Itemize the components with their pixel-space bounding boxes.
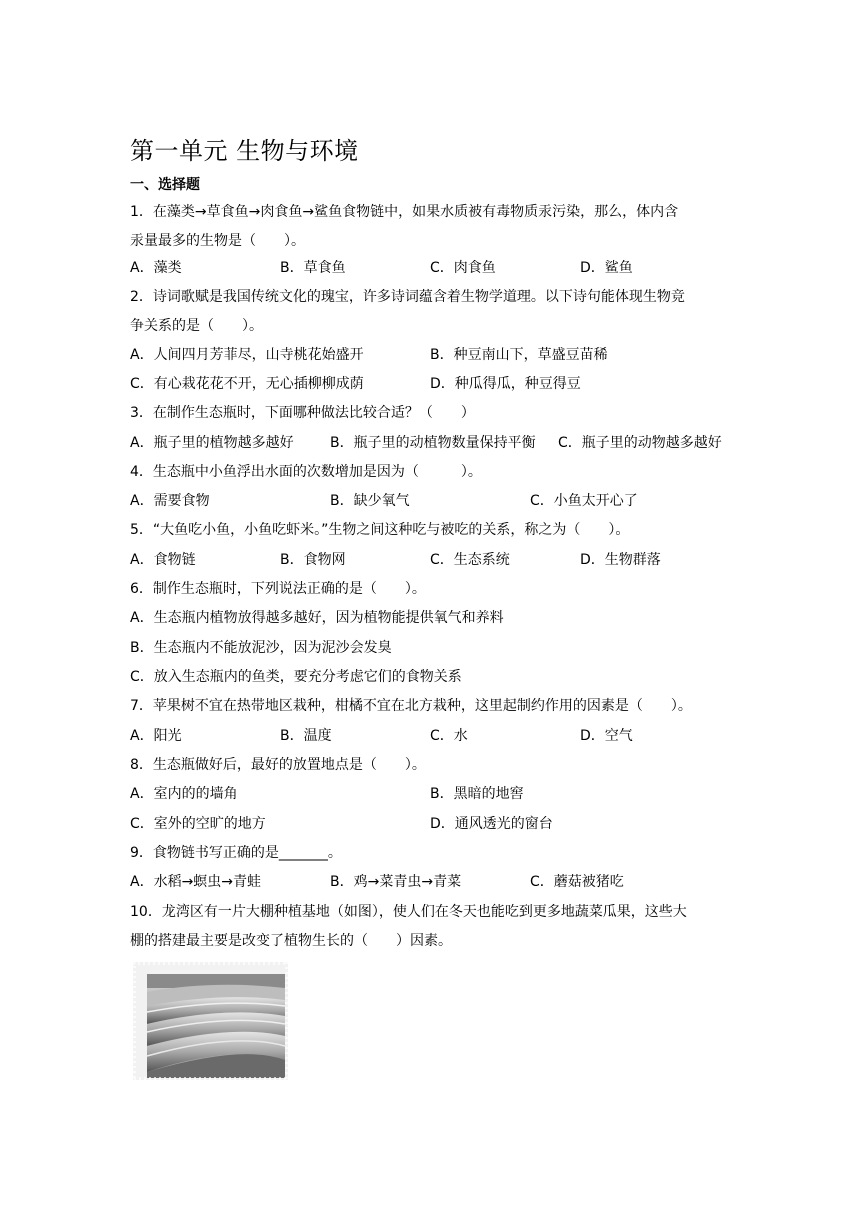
question-5-line-1: 5．“大鱼吃小鱼，小鱼吃虾米。”生物之间这种吃与被吃的关系，称之为（ ）。 (130, 522, 630, 538)
question-5-option-d: D．生物群落 (580, 552, 661, 568)
question-6-option-a: A．生态瓶内植物放得越多越好，因为植物能提供氧气和养料 (130, 610, 504, 626)
question-9-option-a: A．水稻→螟虫→青蛙 (130, 874, 262, 890)
question-1-option-c: C．肉食鱼 (430, 260, 496, 276)
question-1-option-d: D．鲨鱼 (580, 260, 633, 276)
question-3-line-1: 3．在制作生态瓶时，下面哪种做法比较合适？（ ） (130, 405, 475, 421)
page-title: 第一单元 生物与环境 (130, 137, 359, 165)
question-8-line-1: 8．生态瓶做好后，最好的放置地点是（ ）。 (130, 757, 426, 773)
question-1-option-a: A．藻类 (130, 260, 182, 276)
question-6-option-c: C．放入生态瓶内的鱼类，要充分考虑它们的食物关系 (130, 669, 462, 685)
question-2-option-b: B．种豆南山下，草盛豆苗稀 (430, 347, 608, 363)
question-2-line-2: 争关系的是（ ）。 (130, 318, 263, 334)
question-9-line-1: 9．食物链书写正确的是_______。 (130, 845, 342, 861)
question-8-option-c: C．室外的空旷的地方 (130, 816, 266, 832)
question-5-option-b: B．食物网 (280, 552, 346, 568)
question-3-option-b: B．瓶子里的动植物数量保持平衡 (330, 435, 536, 451)
greenhouse-photo (133, 962, 288, 1080)
question-7-option-d: D．空气 (580, 728, 633, 744)
section-heading: 一、选择题 (130, 177, 200, 193)
question-4-option-a: A．需要食物 (130, 493, 210, 509)
question-8-option-b: B．黑暗的地窖 (430, 786, 524, 802)
question-2-option-d: D．种瓜得瓜，种豆得豆 (430, 376, 581, 392)
question-6-line-1: 6．制作生态瓶时，下列说法正确的是（ ）。 (130, 581, 426, 597)
question-7-option-a: A．阳光 (130, 728, 182, 744)
question-4-option-b: B．缺少氧气 (330, 493, 410, 509)
question-9-option-c: C．蘑菇被猪吃 (530, 874, 624, 890)
question-7-line-1: 7．苹果树不宜在热带地区栽种，柑橘不宜在北方栽种，这里起制约作用的因素是（ ）。 (130, 698, 692, 714)
question-8-option-a: A．室内的的墙角 (130, 786, 238, 802)
question-1-line-2: 汞量最多的生物是（ ）。 (130, 233, 305, 249)
question-5-option-c: C．生态系统 (430, 552, 510, 568)
question-2-option-c: C．有心栽花花不开，无心插柳柳成荫 (130, 376, 364, 392)
question-3-option-a: A．瓶子里的植物越多越好 (130, 435, 294, 451)
question-1-line-1: 1．在藻类→草食鱼→肉食鱼→鲨鱼食物链中，如果水质被有毒物质汞污染，那么，体内含 (130, 204, 679, 220)
question-4-line-1: 4．生态瓶中小鱼浮出水面的次数增加是因为（ ）。 (130, 464, 482, 480)
question-6-option-b: B．生态瓶内不能放泥沙，因为泥沙会发臭 (130, 640, 392, 656)
question-10-line-2: 棚的搭建最主要是改变了植物生长的（ ）因素。 (130, 933, 452, 949)
question-2-line-1: 2．诗词歌赋是我国传统文化的瑰宝，许多诗词蕴含着生物学道理。以下诗句能体现生物竞 (130, 289, 685, 305)
question-1-option-b: B．草食鱼 (280, 260, 346, 276)
question-3-option-c: C．瓶子里的动物越多越好 (558, 435, 722, 451)
question-5-option-a: A．食物链 (130, 552, 196, 568)
question-7-option-c: C．水 (430, 728, 468, 744)
question-10-line-1: 10．龙湾区有一片大棚种植基地（如图），使人们在冬天也能吃到更多地蔬菜瓜果，这些大 (130, 904, 687, 920)
question-8-option-d: D．通风透光的窗台 (430, 816, 553, 832)
question-9-option-b: B．鸡→菜青虫→青菜 (330, 874, 462, 890)
question-7-option-b: B．温度 (280, 728, 332, 744)
question-2-option-a: A．人间四月芳菲尽，山寺桃花始盛开 (130, 347, 364, 363)
question-4-option-c: C．小鱼太开心了 (530, 493, 638, 509)
